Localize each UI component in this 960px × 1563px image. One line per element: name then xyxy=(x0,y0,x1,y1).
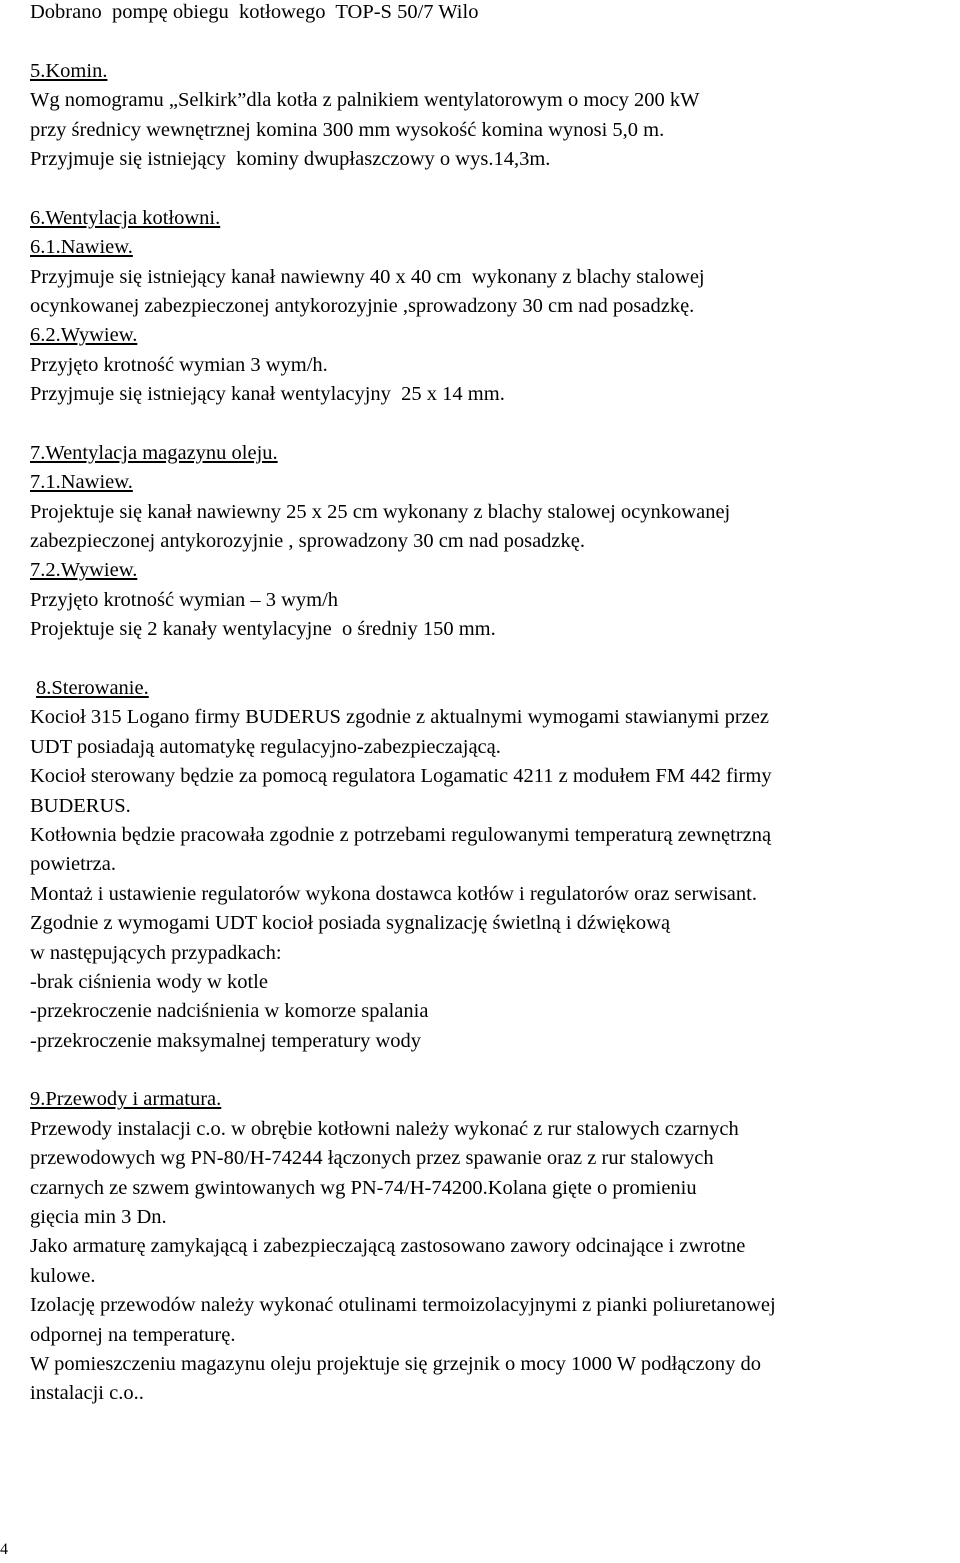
paragraph-line: Przewody instalacji c.o. w obrębie kotłowni należy wykonać z rur stalowych czarnych xyxy=(30,1117,739,1140)
paragraph-line: BUDERUS. xyxy=(30,794,131,817)
section-8-heading: 8.Sterowanie. xyxy=(36,676,149,699)
paragraph-line: w następujących przypadkach: xyxy=(30,941,282,964)
subsection-6-2-heading: 6.2.Wywiew. xyxy=(30,324,138,347)
page-number: 4 xyxy=(0,1541,8,1558)
paragraph-line: przy średnicy wewnętrznej komina 300 mm wysokość komina wynosi 5,0 m. xyxy=(30,118,665,141)
paragraph-line: powietrza. xyxy=(30,853,116,876)
paragraph-line: Kotłownia będzie pracowała zgodnie z potrzebami regulowanymi temperaturą zewnętrzną xyxy=(30,823,772,846)
list-item: -przekroczenie maksymalnej temperatury wody xyxy=(30,1029,422,1052)
subsection-6-1-heading: 6.1.Nawiew. xyxy=(30,236,133,259)
paragraph-line: przewodowych wg PN-80/H-74244 łączonych przez spawanie oraz z rur stalowych xyxy=(30,1147,714,1170)
section-7-heading: 7.Wentylacja magazynu oleju. xyxy=(30,441,278,464)
paragraph-line: W pomieszczeniu magazynu oleju projektuje się grzejnik o mocy 1000 W podłączony do xyxy=(30,1352,761,1375)
paragraph-line: Wg nomogramu „Selkirk”dla kotła z palnikiem wentylatorowym o mocy 200 kW xyxy=(30,89,700,112)
section-5-heading: 5.Komin. xyxy=(30,59,108,82)
paragraph-line: Montaż i ustawienie regulatorów wykona dostawca kotłów i regulatorów oraz serwisant. xyxy=(30,882,757,905)
subsection-7-1-heading: 7.1.Nawiew. xyxy=(30,471,133,494)
paragraph-line: Izolację przewodów należy wykonać otulinami termoizolacyjnymi z pianki poliuretanowej xyxy=(30,1294,776,1317)
subsection-7-2-heading: 7.2.Wywiew. xyxy=(30,559,138,582)
document-page xyxy=(30,0,960,1409)
paragraph-line: Przyjmuje się istniejący kanał nawiewny 40 x 40 cm wykonany z blachy stalowej xyxy=(30,265,705,288)
paragraph-line: Kocioł sterowany będzie za pomocą regulatora Logamatic 4211 z modułem FM 442 firmy xyxy=(30,765,772,788)
paragraph-line: Przyjęto krotność wymian 3 wym/h. xyxy=(30,353,328,376)
paragraph-line: Jako armaturę zamykającą i zabezpieczającą zastosowano zawory odcinające i zwrotne xyxy=(30,1235,746,1258)
paragraph-line: Przyjmuje się istniejący kanał wentylacyjny 25 x 14 mm. xyxy=(30,383,505,406)
paragraph-line: czarnych ze szwem gwintowanych wg PN-74/H-74200.Kolana gięte o promieniu xyxy=(30,1176,697,1199)
section-6-heading: 6.Wentylacja kotłowni. xyxy=(30,206,221,229)
paragraph-line: Zgodnie z wymogami UDT kocioł posiada sygnalizację świetlną i dźwiękową xyxy=(30,912,671,935)
paragraph-line: UDT posiadają automatykę regulacyjno-zabezpieczającą. xyxy=(30,735,501,758)
paragraph-line: Przyjęto krotność wymian – 3 wym/h xyxy=(30,588,339,611)
paragraph-line: zabezpieczonej antykorozyjnie , sprowadzony 30 cm nad posadzkę. xyxy=(30,530,585,553)
paragraph-line: kulowe. xyxy=(30,1264,96,1287)
paragraph-line: instalacji c.o.. xyxy=(30,1382,144,1405)
list-item: -przekroczenie nadciśnienia w komorze spalania xyxy=(30,1000,429,1023)
paragraph-line: Przyjmuje się istniejący kominy dwupłaszczowy o wys.14,3m. xyxy=(30,147,551,170)
paragraph-line: odpornej na temperaturę. xyxy=(30,1323,236,1346)
paragraph-line: Kocioł 315 Logano firmy BUDERUS zgodnie z aktualnymi wymogami stawianymi przez xyxy=(30,706,769,729)
paragraph-line: gięcia min 3 Dn. xyxy=(30,1206,167,1229)
pump-selection-line: Dobrano pompę obiegu kotłowego TOP-S 50/7 Wilo xyxy=(30,1,479,23)
list-item: -brak ciśnienia wody w kotle xyxy=(30,970,268,993)
section-9-heading: 9.Przewody i armatura. xyxy=(30,1088,222,1111)
paragraph-line: Projektuje się 2 kanały wentylacyjne o średniy 150 mm. xyxy=(30,618,496,641)
paragraph-line: ocynkowanej zabezpieczonej antykorozyjnie ,sprowadzony 30 cm nad posadzkę. xyxy=(30,294,695,317)
paragraph-line: Projektuje się kanał nawiewny 25 x 25 cm wykonany z blachy stalowej ocynkowanej xyxy=(30,500,731,523)
